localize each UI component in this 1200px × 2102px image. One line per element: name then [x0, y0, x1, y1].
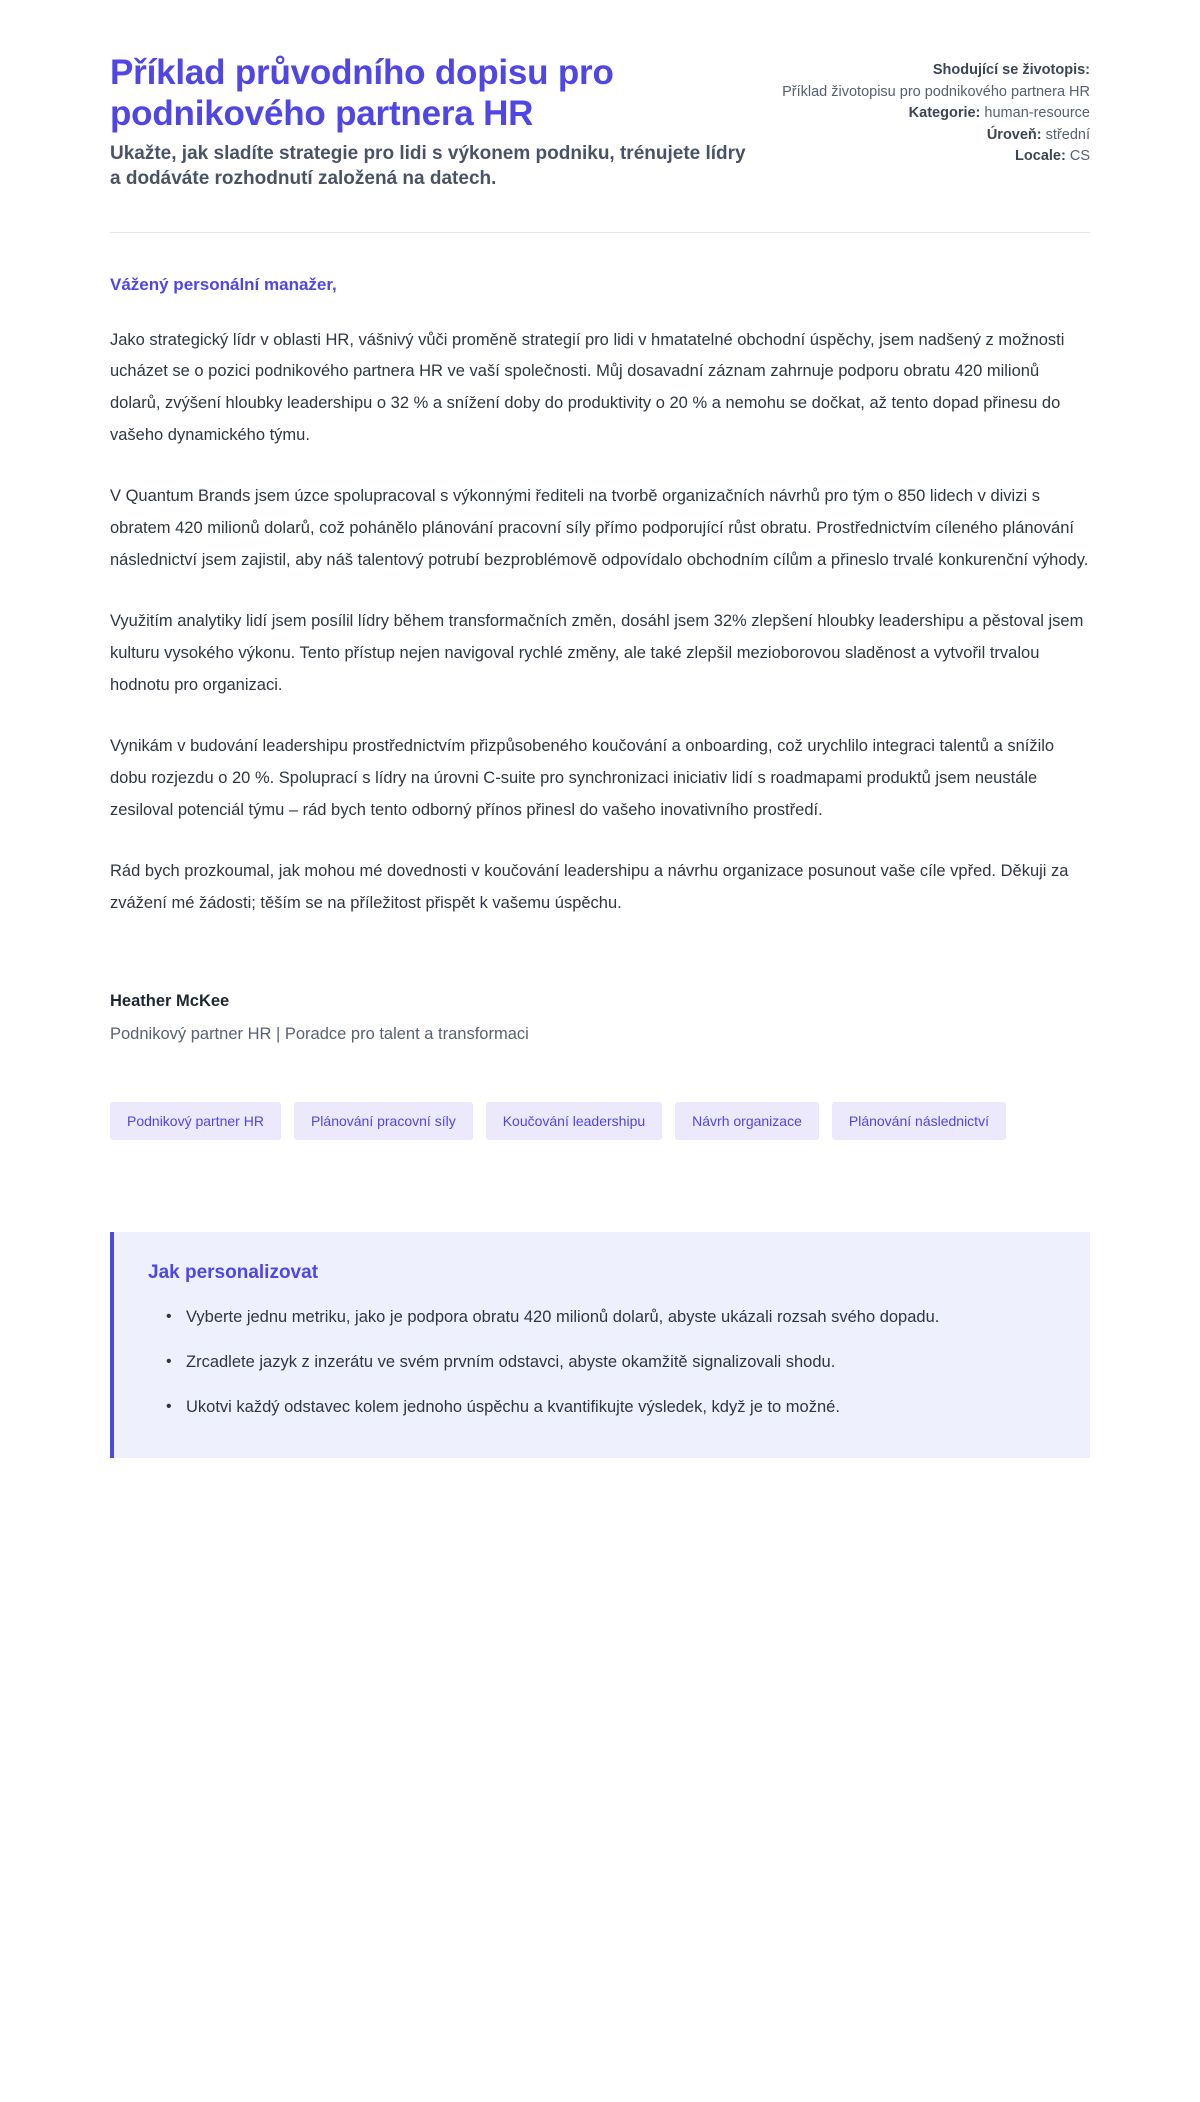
meta-row-locale — [782, 146, 1090, 167]
meta-row-level — [782, 125, 1090, 146]
tag-chip[interactable]: Podnikový partner HR — [110, 1102, 281, 1140]
signature-name: Heather McKee — [110, 991, 230, 1010]
letter-paragraph: Využitím analytiky lidí jsem posílil lídry během transformačních změn, dosáhl jsem 32% zlepšení hloubky leadershipu a pěstoval jsem kulturu vysokého výkonu. Tento přístup nejen navigoval rychlé změny, ale také zlepšil mezioborovou sladěnost a vytvořil trvalou hodnotu pro organizaci. — [110, 612, 1084, 694]
letter-paragraph: V Quantum Brands jsem úzce spolupracoval s výkonnými řediteli na tvorbě organizačních návrhů pro tým o 850 lidech v divizi s obratem 420 milionů dolarů, což pohánělo plánování pracovní síly přímo podporující růst obratu. Prostřednictvím cíleného plánování následnictví jsem zajistil, aby náš talentový potrubí bezproblémově odpovídalo obchodním cílům a přineslo trvalé konkurenční výhody. — [110, 487, 1089, 569]
header-left — [110, 52, 752, 192]
tag-list — [110, 1102, 1030, 1140]
cover-letter-body — [110, 233, 1090, 920]
meta-row-matching-resume-value — [782, 82, 1090, 103]
signature-block — [110, 992, 1090, 1044]
callout-list — [148, 1302, 1056, 1424]
meta-row-category — [782, 103, 1090, 124]
letter-salutation: Vážený personální manažer, — [110, 274, 337, 294]
tag-chip[interactable]: Koučování leadershipu — [486, 1102, 662, 1140]
document-header — [110, 52, 1090, 192]
level-value: střední — [1045, 126, 1090, 143]
locale-label: Locale: — [1015, 148, 1066, 165]
locale-value: CS — [1069, 148, 1090, 165]
tag-chip[interactable]: Plánování pracovní síly — [294, 1102, 473, 1140]
document-metadata — [782, 52, 1090, 168]
tag-chip[interactable]: Plánování následnictví — [832, 1102, 1006, 1140]
level-label: Úroveň: — [986, 126, 1042, 143]
letter-paragraph: Rád bych prozkoumal, jak mohou mé dovednosti v koučování leadershipu a návrhu organizace posunout vaše cíle vpřed. Děkuji za zvážení mé žádosti; těším se na příležitost přispět k vašemu úspěchu. — [110, 862, 1069, 912]
callout-list-item: • Ukotvi každý odstavec kolem jednoho úspěchu a kvantifikujte výsledek, když je to možné. — [170, 1392, 1056, 1423]
matching-resume-value: Příklad životopisu pro podnikového partnera HR — [782, 83, 1090, 100]
meta-row-matching-resume — [782, 60, 1090, 81]
page-subtitle: Ukažte, jak sladíte strategie pro lidi s výkonem podniku, trénujete lídry a dodáváte rozhodnutí založená na datech. — [110, 142, 746, 190]
letter-paragraph: Vynikám v budování leadershipu prostřednictvím přizpůsobeného koučování a onboarding, což urychlilo integraci talentů a snížilo dobu rozjezdu o 20 %. Spoluprací s lídry na úrovni C-suite pro synchronizaci iniciativ lidí s roadmapami produktů jsem neustále zesiloval potenciál týmu – rád bych tento odborný přínos přinesl do vašeho inovativního prostředí. — [110, 737, 1055, 819]
category-label: Kategorie: — [908, 105, 981, 122]
letter-paragraph: Jako strategický lídr v oblasti HR, vášnivý vůči proměně strategií pro lidi v hmatatelné obchodní úspěchy, jsem nadšený z možnosti ucházet se o pozici podnikového partnera HR ve vaší společnosti. Můj dosavadní záznam zahrnuje podporu obratu 420 milionů dolarů, zvýšení hloubky leadershipu o 32 % a snížení doby do produktivity o 20 % a nemohu se dočkat, až tento dopad přinesu do vašeho dynamického týmu. — [110, 330, 1065, 444]
callout-list-item: • Zrcadlete jazyk z inzerátu ve svém prvním odstavci, abyste okamžitě signalizovali shodu. — [170, 1347, 1056, 1378]
page-title: Příklad průvodního dopisu pro podnikového partnera HR — [110, 53, 614, 134]
category-value: human-resource — [984, 105, 1090, 122]
callout-list-item: • Vyberte jednu metriku, jako je podpora obratu 420 milionů dolarů, abyste ukázali rozsah svého dopadu. — [170, 1302, 1056, 1333]
signature-role: Podnikový partner HR | Poradce pro talent a transformaci — [110, 1024, 529, 1043]
callout-title: Jak personalizovat — [148, 1261, 319, 1283]
matching-resume-label: Shodující se životopis: — [932, 62, 1090, 78]
tag-chip[interactable]: Návrh organizace — [675, 1102, 819, 1140]
personalization-callout — [110, 1232, 1090, 1458]
